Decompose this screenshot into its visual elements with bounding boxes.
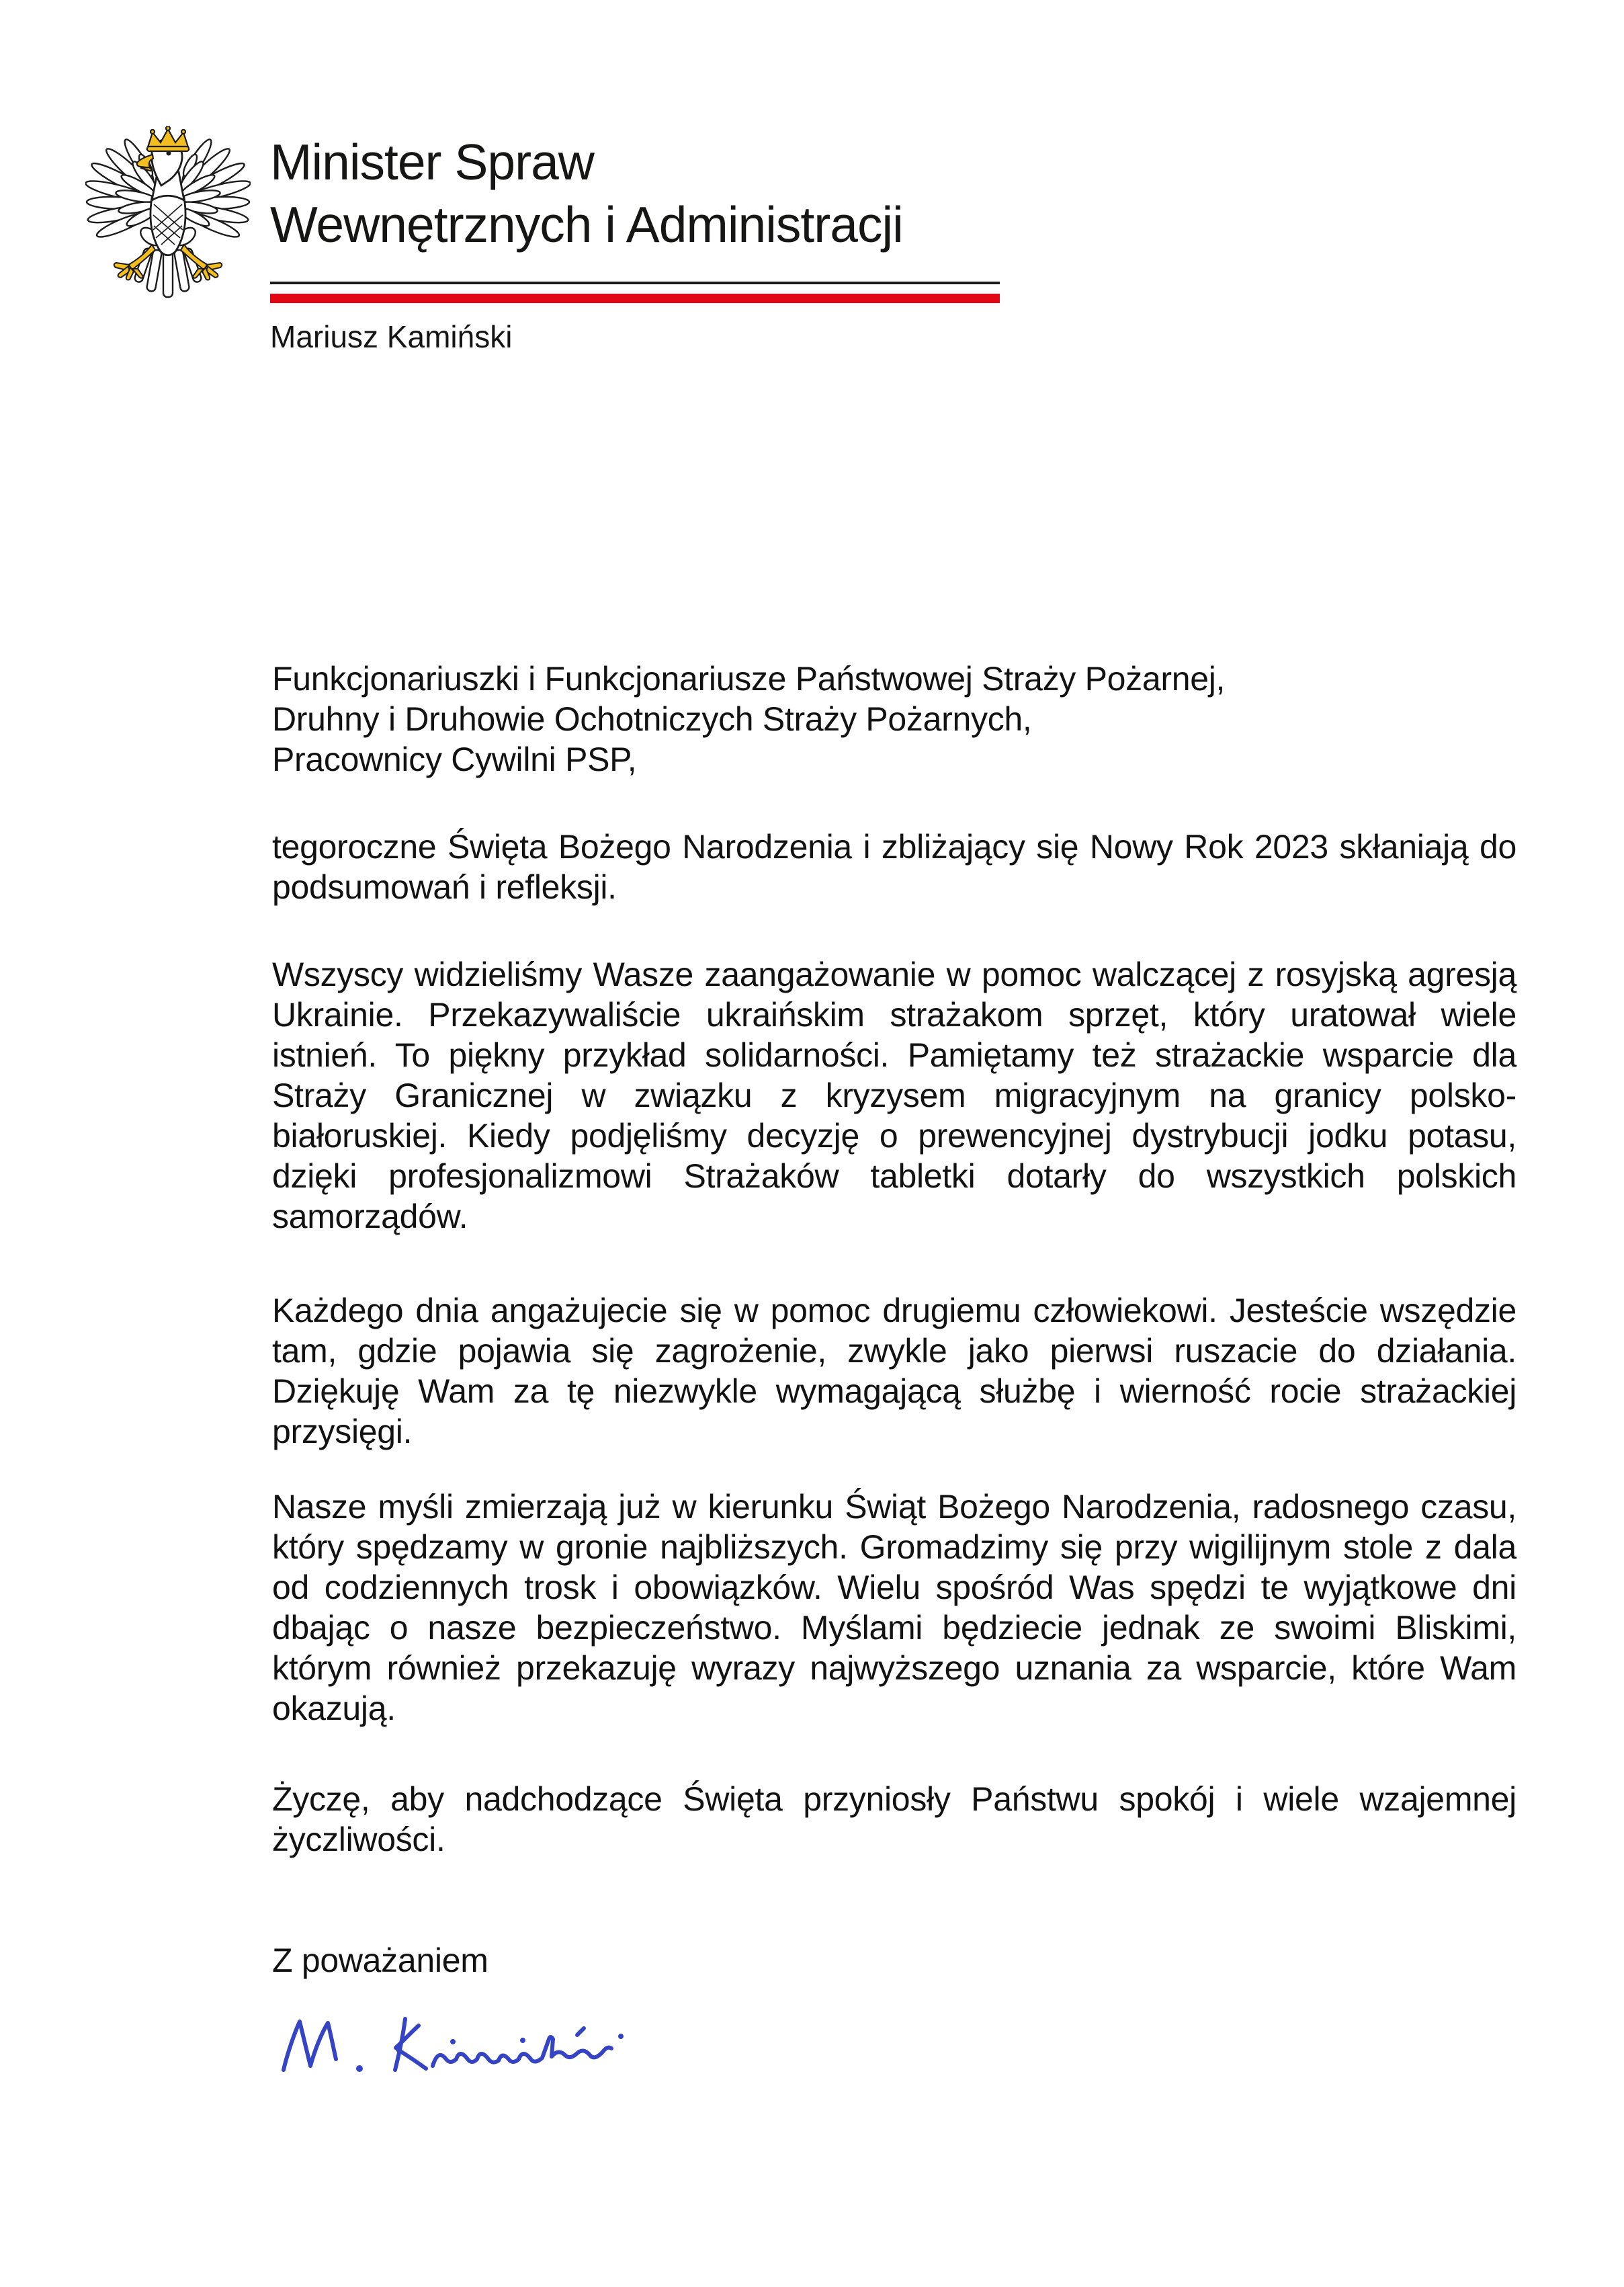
header-rule-red [270,294,1000,303]
signature-ink-icon [277,2011,643,2075]
closing: Z poważaniem [272,1942,488,1979]
header-rule-black [270,282,1000,284]
letter-body [272,659,1516,2075]
ministry-title-line2: Wewnętrznych i Administracji [270,196,903,253]
paragraph-ukraine: Wszyscy widzieliśmy Wasze zaangażowanie w pomoc walczącej z rosyjską agresją Ukrainie. Przekazywaliście ukraińskim strażakom sprzęt, który uratował wiele istnień. To piękny przykład solidarności. Pamiętamy też strażackie wsparcie dla Straży Granicznej w związku z kryzysem migracyjnym na granicy polsko-białoruskiej. Kiedy podjęliśmy decyzję o prewencyjnej dystrybucji jodku potasu, dzięki profesjonalizmowi Strażaków tabletki dotarły do wszystkich polskich samorządów. [272,956,1516,1235]
signature [277,2011,643,2075]
paragraph-wishes: Życzę, aby nadchodzące Święta przyniosły Państwu spokój i wiele wzajemnej życzliwości. [272,1780,1516,1858]
paragraph-intro: tegoroczne Święta Bożego Narodzenia i zbliżający się Nowy Rok 2023 skłaniają do podsumowań i refleksji. [272,828,1516,906]
ministry-title [270,131,903,256]
salutation [272,659,1516,780]
coat-of-arms-eagle-icon [85,126,251,302]
salutation-line: Druhny i Druhowie Ochotniczych Straży Pożarnych, [272,700,1032,738]
eagle-svg [85,126,251,302]
salutation-line: Funkcjonariuszki i Funkcjonariusze Państwowej Straży Pożarnej, [272,660,1226,698]
minister-name: Mariusz Kamiński [270,319,513,354]
salutation-line: Pracownicy Cywilni PSP, [272,741,637,778]
paragraph-christmas: Nasze myśli zmierzają już w kierunku Świąt Bożego Narodzenia, radosnego czasu, który spędzamy w gronie najbliższych. Gromadzimy się przy wigilijnym stole z dala od codziennych trosk i obowiązków. Wielu spośród Was spędzi te wyjątkowe dni dbając o nasze bezpieczeństwo. Myślami będziecie jednak ze swoimi Bliskimi, którym również przekazuję wyrazy najwyższego uznania za wsparcie, które Wam okazują. [272,1488,1516,1727]
ministry-title-line1: Minister Spraw [270,134,594,190]
paragraph-service: Każdego dnia angażujecie się w pomoc drugiemu człowiekowi. Jesteście wszędzie tam, gdzie pojawia się zagrożenie, zwykle jako pierwsi ruszacie do działania. Dziękuję Wam za tę niezwykle wymagającą służbę i wierność rocie strażackiej przysięgi. [272,1292,1516,1450]
